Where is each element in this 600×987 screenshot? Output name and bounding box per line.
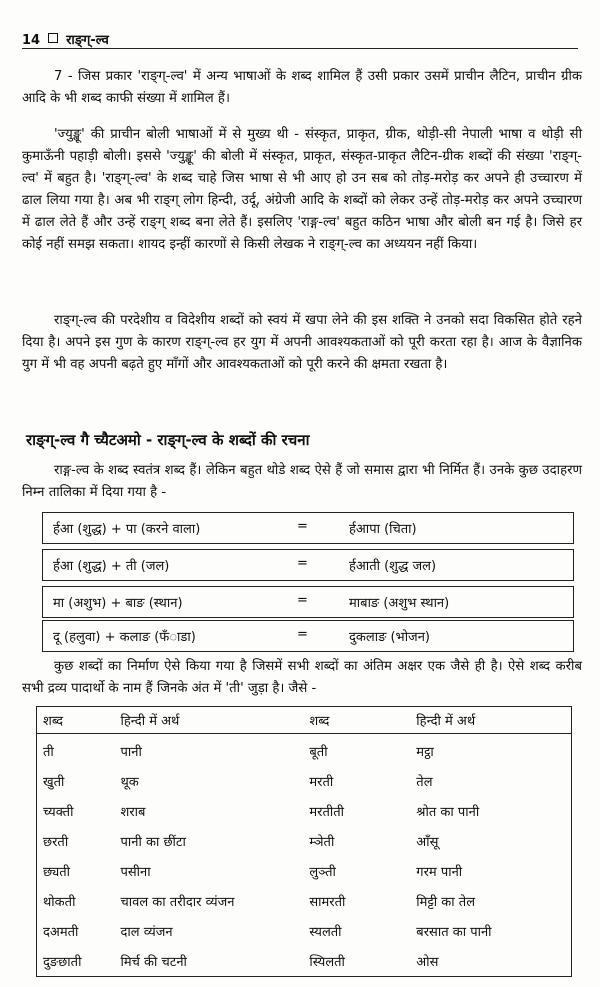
word-cell: मरतीती <box>309 805 345 820</box>
compound-example-box <box>42 620 574 652</box>
word-cell: स्यलती <box>309 925 342 940</box>
table-row <box>37 856 572 886</box>
section-heading: राङ्ग्-ल्व गै च्यैटअमो - राङ्ग्-ल्व के शब्दों की रचना <box>26 431 310 449</box>
word-cell: लुञ्ती <box>309 865 336 880</box>
equals-sign: = <box>297 627 308 642</box>
table-row <box>37 886 572 916</box>
page-number: 14 <box>22 33 41 48</box>
meaning-cell: चावल का तरीदार व्यंजन <box>120 895 235 910</box>
meaning-cell: बरसात का पानी <box>416 925 492 940</box>
meaning-cell: श्रोत का पानी <box>416 805 480 820</box>
meaning-cell: दाल व्यंजन <box>120 925 173 940</box>
compound-parts: दू (हलुवा) + कलाङ (फँाडा) <box>53 630 196 645</box>
compound-parts: मा (अशुभ) + बाङ (स्थान) <box>53 596 183 611</box>
word-cell: बूती <box>309 745 328 760</box>
meaning-cell: शराब <box>120 805 146 820</box>
column-header: शब्द <box>303 707 410 734</box>
equals-sign: = <box>297 593 308 608</box>
compound-result: र्हआती (शुद्ध जल) <box>349 559 437 574</box>
meaning-cell: पानी <box>120 745 142 760</box>
meaning-cell: मिट्टी का तेल <box>416 895 476 910</box>
meaning-cell: ओस <box>416 955 439 970</box>
paragraph-5: कुछ शब्दों का निर्माण ऐसे किया गया है जिसमें सभी शब्दों का अंतिम अक्षर एक जैसे ही है। ऐसे शब्द करीब सभी द्रव्य पादार्थो के नाम हैं जिनके अंत में 'ती' जुड़ा है। जैसे - <box>22 659 582 696</box>
running-title: राङ्ग्-ल्व <box>66 33 109 48</box>
word-cell: ती <box>43 745 54 760</box>
table-row <box>37 796 572 826</box>
word-cell: थोकती <box>43 895 76 910</box>
meaning-cell: आँसू <box>416 835 439 850</box>
meaning-cell: पानी का छींटा <box>120 835 186 850</box>
paragraph-3: राङ्ग्-ल्व की परदेशीय व विदेशीय शब्दों को स्वयं में खपा लेने की इस शक्ति ने उनको सदा विकसित होते रहने दिया है। अपने इस गुण के कारण राङ्ग्-ल्व हर युग में अपनी आवश्यकताओं को पूरी करता रहा है। आज के वैज्ञानिक युग में भी वह अपनी बढ़ते हुए माँगों और आवश्यकताओं को पूरी करने की क्षमता रखता है। <box>22 313 582 372</box>
word-cell: सामरती <box>309 895 346 910</box>
compound-example-box <box>42 512 574 544</box>
column-header: हिन्दी में अर्थ <box>410 707 571 734</box>
equals-sign: = <box>297 519 308 534</box>
table-row <box>37 766 572 796</box>
compound-parts: र्हआ (शुद्ध) + पा (करने वाला) <box>53 522 201 537</box>
word-cell: दअमती <box>43 925 79 940</box>
word-cell: दुङछाती <box>43 955 82 970</box>
meaning-cell: मट्ठा <box>416 745 434 760</box>
word-cell: छ्यती <box>43 865 71 880</box>
running-header <box>22 26 578 49</box>
word-cell: मरती <box>309 775 334 790</box>
compound-example-box <box>42 549 574 581</box>
table-row <box>37 734 572 767</box>
compound-result: दुकलाङ (भोजन) <box>349 630 430 645</box>
paragraph-1: 7 - जिस प्रकार 'राङ्ग्-ल्व' में अन्य भाषाओं के शब्द शामिल हैं उसी प्रकार उसमें प्राचीन लैटिन, प्राचीन ग्रीक आदि के भी शब्द काफी संख्या में शामिल हैं। <box>22 69 582 106</box>
meaning-cell: पसीना <box>120 865 151 880</box>
paragraph-4: राङ्ग-ल्व के शब्द स्वतंत्र शब्द हैं। लेकिन बहुत थोडे शब्द ऐसे हैं जो समास द्वारा भी निर्मित हैं। उनके कुछ उदाहरण निम्न तालिका में दिया गया है - <box>22 463 582 500</box>
meaning-cell: तेल <box>416 775 433 790</box>
column-header: हिन्दी में अर्थ <box>115 707 304 734</box>
square-ornament-icon <box>48 33 58 43</box>
word-cell: च्यक्ती <box>43 805 74 820</box>
word-cell: म्ञेती <box>309 835 335 850</box>
equals-sign: = <box>297 556 308 571</box>
table-row <box>37 946 572 977</box>
compound-parts: र्हआ (शुद्ध) + ती (जल) <box>53 559 170 574</box>
meaning-cell: मिर्च की चटनी <box>120 955 187 970</box>
word-cell: खुती <box>43 775 65 790</box>
table-header-row <box>37 707 572 734</box>
compound-result: माबाङ (अशुभ स्थान) <box>349 596 450 611</box>
table-row <box>37 826 572 856</box>
meaning-cell: थूक <box>120 775 139 790</box>
table-row <box>37 916 572 946</box>
word-cell: छरती <box>43 835 69 850</box>
word-cell: स्यिलती <box>309 955 345 970</box>
word-meaning-table <box>36 706 572 977</box>
compound-result: र्हआपा (चिता) <box>349 522 417 537</box>
paragraph-2: 'ज्युङ्खू' की प्राचीन बोली भाषाओं में से मुख्य थी - संस्कृत, प्राकृत, ग्रीक, थोड़ी-सी नेपाली भाषा व थोड़ी सी कुमाऊँनी पहाड़ी बोली। इससे 'ज्युङ्खू' की बोली में संस्कृत, प्राकृत, संस्कृत-प्राकृत लैटिन-ग्रीक शब्दों की संख्या 'राङ्ग्-ल्व' में बहुत है। 'राङ्ग्-ल्व' के शब्द चाहे जिस भाषा से भी आए हो उन सब को तोड़-मरोड़ कर अपने ही उच्चारण में ढाल लिया गया है। अब भी राङ्ग् लोग हिन्दी, उर्दू, अंग्रेजी आदि के शब्दों को लेकर उन्हें तोड़-मरोड़ कर अपने उच्चारण में ढाल लेते हैं और उन्हें राङ्ग् शब्द बना लेते हैं। इसलिए 'राङ्ग-ल्व' बहुत कठिन भाषा और बोली बन गई है। जिसे हर कोई नहीं समझ सकता। शायद इन्हीं कारणों से किसी लेखक ने राङ्ग्-ल्व का अध्ययन नहीं किया। <box>22 127 582 252</box>
column-header: शब्द <box>37 707 115 734</box>
meaning-cell: गरम पानी <box>416 865 463 880</box>
compound-example-box <box>42 586 574 618</box>
